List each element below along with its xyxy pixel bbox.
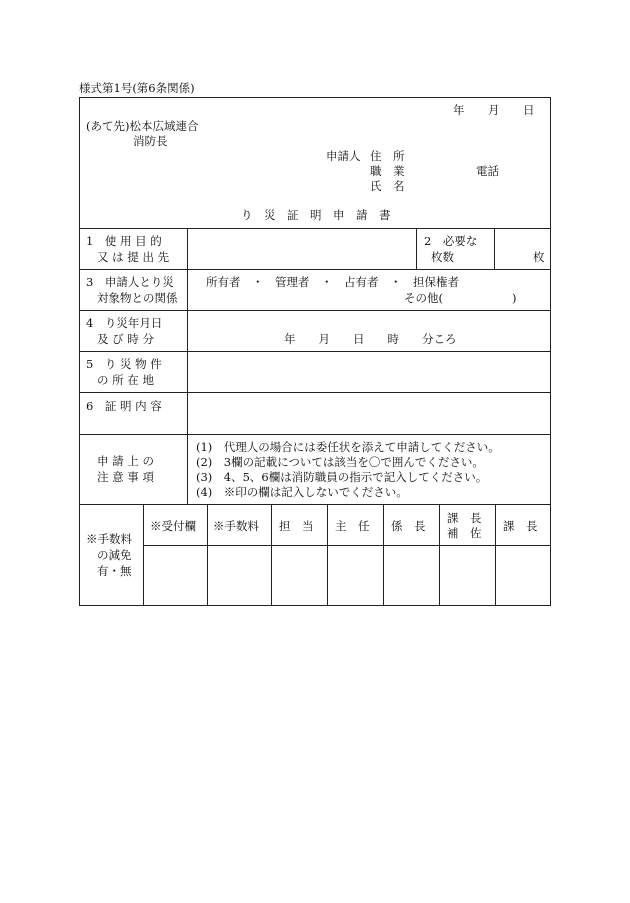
label-column-divider — [187, 228, 188, 504]
office-divider — [207, 504, 208, 606]
office-divider — [143, 545, 551, 546]
division-chief-header: 課 長 — [503, 519, 538, 533]
notes-label: 申 請 上 の — [97, 454, 154, 468]
office-divider — [271, 504, 272, 606]
certificate-content-label: 6 証 明 内 容 — [86, 399, 162, 413]
relation-label: 対象物との関係 — [97, 291, 178, 305]
copies-divider — [494, 228, 495, 269]
row-divider — [79, 269, 551, 270]
form-code: 様式第1号(第6条関係) — [79, 81, 195, 95]
phone-label: 電話 — [476, 164, 499, 178]
occupation-label: 職 業 — [370, 164, 405, 178]
addressee-organization: (あて先)松本広域連合 — [86, 119, 199, 133]
row-divider — [79, 434, 551, 435]
datetime-label: 及 び 時 分 — [97, 332, 154, 346]
datetime-value: 年 月 日 時 分ころ — [284, 332, 457, 346]
row-divider — [79, 228, 551, 229]
section-chief-header: 係 長 — [391, 519, 426, 533]
office-divider — [383, 504, 384, 606]
relation-options: 所有者 ・ 管理者 ・ 占有者 ・ 担保権者 — [206, 275, 459, 289]
office-divider — [495, 504, 496, 606]
note-item: (4) ※印の欄は記入しないでください。 — [196, 485, 408, 499]
assistant-chief-header: 課 長 — [447, 511, 482, 525]
copies-label: 2 必要な — [424, 234, 478, 248]
notes-label: 注 意 事 項 — [97, 470, 154, 484]
applicant-label: 申請人 — [326, 149, 361, 163]
reception-header: ※受付欄 — [150, 519, 196, 533]
chief-header: 主 任 — [335, 519, 370, 533]
date-year-label: 年 — [453, 103, 465, 117]
fee-exempt-label: ※手数料 — [86, 532, 132, 546]
row-divider — [79, 504, 551, 505]
datetime-label: 4 り災年月日 — [86, 316, 163, 330]
office-divider — [439, 504, 440, 606]
relation-other: その他( ) — [404, 291, 517, 305]
staff-header: 担 当 — [279, 519, 314, 533]
copies-unit: 枚 — [533, 250, 545, 264]
note-item: (2) 3欄の記載については該当を〇で囲んでください。 — [196, 455, 484, 469]
address-label: 住 所 — [370, 149, 405, 163]
location-label: 5 り 災 物 件 — [86, 357, 162, 371]
assistant-chief-header: 補 佐 — [447, 526, 482, 540]
row-divider — [79, 392, 551, 393]
purpose-label: 又 は 提 出 先 — [97, 250, 170, 264]
form-title: り 災 証 明 申 請 書 — [241, 208, 391, 222]
note-item: (3) 4、5、6欄は消防職員の指示で記入してください。 — [196, 470, 488, 484]
name-label: 氏 名 — [370, 179, 405, 193]
fee-exempt-label: 有・無 — [97, 564, 132, 578]
relation-label: 3 申請人とり災 — [86, 275, 174, 289]
purpose-label: 1 使 用 目 的 — [86, 234, 162, 248]
location-label: の 所 在 地 — [97, 373, 154, 387]
row-divider — [79, 310, 551, 311]
date-month-label: 月 — [488, 103, 500, 117]
row-divider — [79, 351, 551, 352]
copies-divider — [416, 228, 417, 269]
office-divider — [143, 504, 144, 606]
fee-header: ※手数料 — [213, 519, 259, 533]
office-divider — [327, 504, 328, 606]
fee-exempt-label: の減免 — [97, 548, 132, 562]
date-day-label: 日 — [523, 103, 535, 117]
note-item: (1) 代理人の場合には委任状を添えて申請してください。 — [196, 440, 500, 454]
copies-label: 枚数 — [431, 250, 454, 264]
addressee-title: 消防長 — [133, 134, 168, 148]
